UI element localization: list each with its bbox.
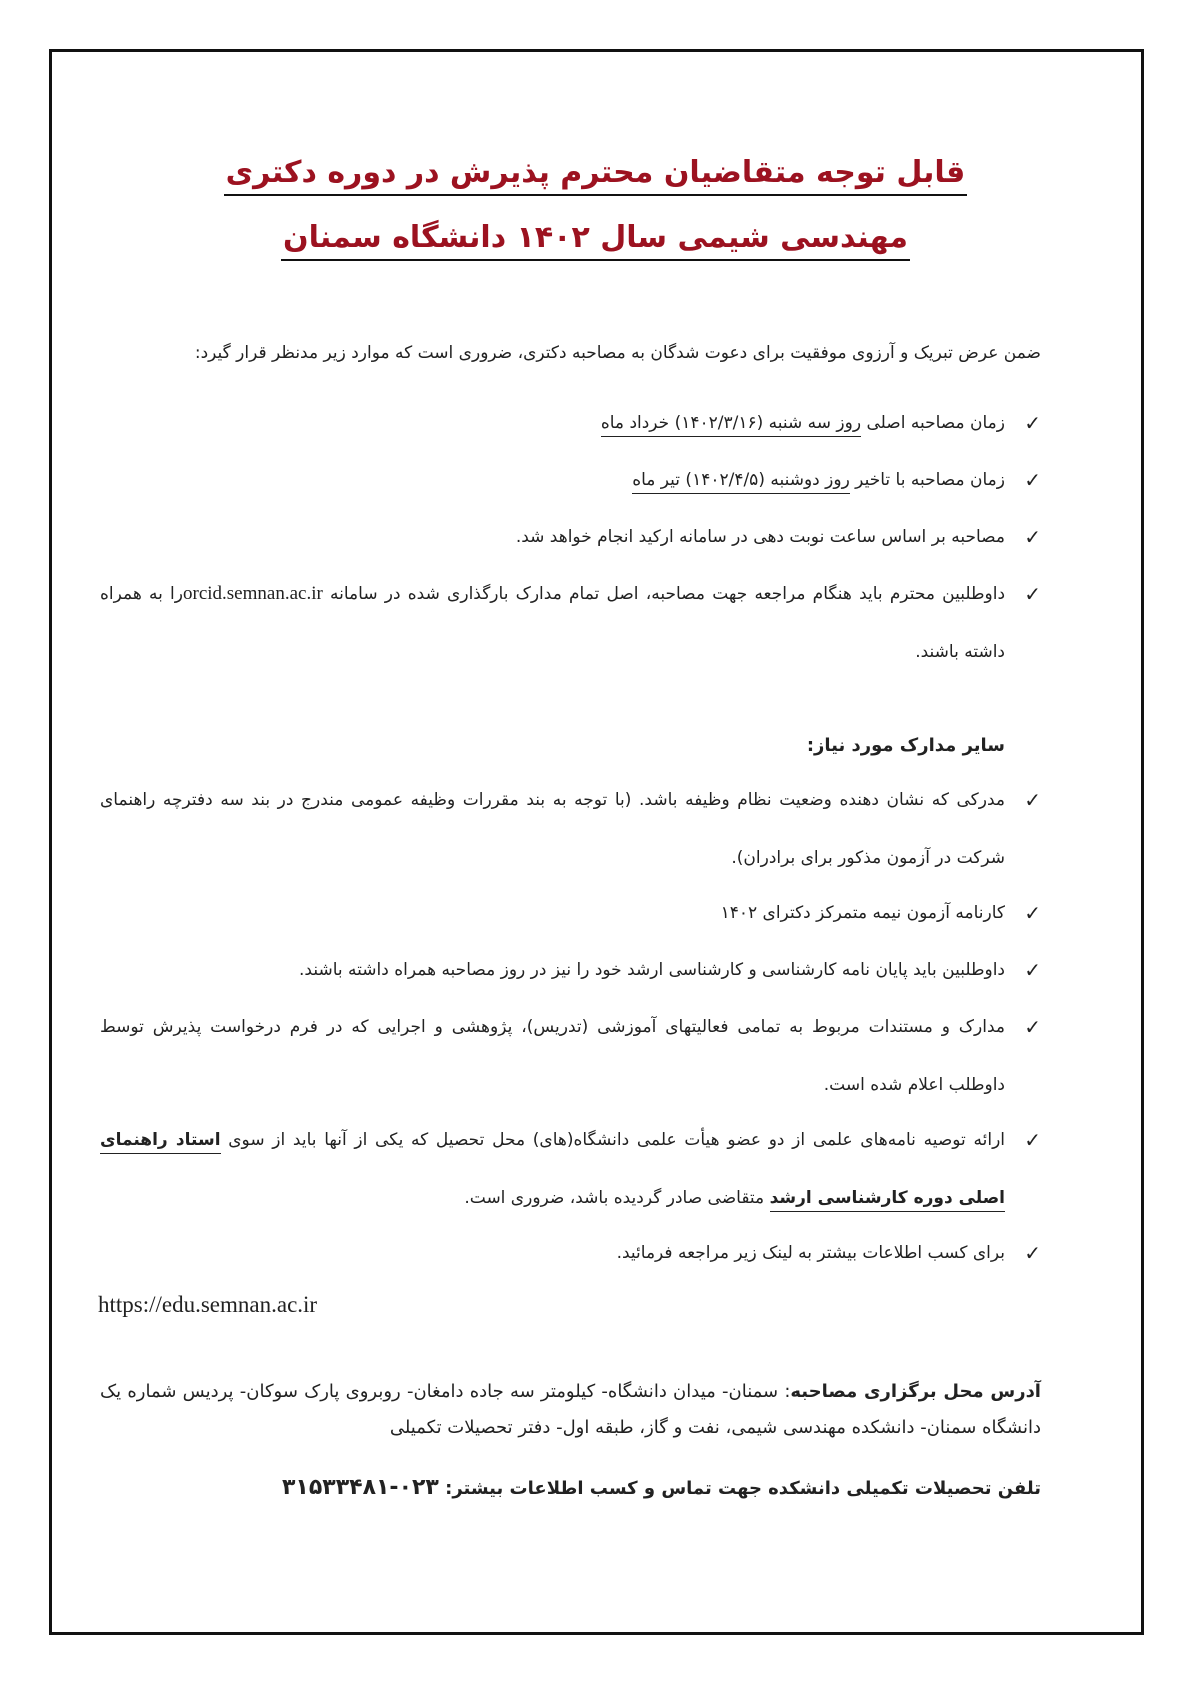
- list-item: ✓ کارنامه آزمون نیمه متمرکز دکترای ۱۴۰۲: [100, 884, 1041, 942]
- checkmark-icon: ✓: [1024, 411, 1041, 435]
- list-item: ✓ داوطلبین محترم باید هنگام مراجعه جهت مصاحبه، اصل تمام مدارک بارگذاری شده در سامانه orcid.semnan.ac.irرا به همراه داشته باشند.: [100, 565, 1041, 681]
- list-item: ✓ مصاحبه بر اساس ساعت نوبت دهی در سامانه ارکید انجام خواهد شد.: [100, 508, 1041, 566]
- list-item: ✓ ارائه توصیه نامه‌های علمی از دو عضو هیأت علمی دانشگاه(های) محل تحصیل که یکی از آنها باید از سوی استاد راهنمای اصلی دوره کارشناسی ارشد متقاضی صادر گردیده باشد، ضروری است.: [100, 1111, 1041, 1227]
- title-line-1: قابل توجه متقاضیان محترم پذیرش در دوره دکتری: [0, 155, 1191, 190]
- checkmark-icon: ✓: [1024, 958, 1041, 982]
- phone-line: [282, 1475, 1041, 1500]
- intro-paragraph: ضمن عرض تبریک و آرزوی موفقیت برای دعوت شدگان به مصاحبه دکتری، ضروری است که موارد زیر مدنظر قرار گیرد:: [194, 343, 1041, 363]
- info-url[interactable]: https://edu.semnan.ac.ir: [98, 1292, 318, 1317]
- checkmark-icon: ✓: [1024, 1015, 1041, 1039]
- list-item: ✓ مدارک و مستندات مربوط به تمامی فعالیتهای آموزشی (تدریس)، پژوهشی و اجرایی که در فرم درخواست پذیرش توسط داوطلب اعلام شده است.: [100, 998, 1041, 1114]
- phone-number: ۰۲۳-۳۱۵۳۳۴۸۱: [282, 1475, 439, 1500]
- other-docs-heading: سایر مدارک مورد نیاز:: [806, 735, 1005, 756]
- checkmark-icon: ✓: [1024, 901, 1041, 925]
- list-item: ✓ مدرکی که نشان دهنده وضعیت نظام وظیفه باشد. (با توجه به بند مقررات وظیفه عمومی مندرج در بند سه دفترچه راهنمای شرکت در آزمون مذکور برای برادران).: [100, 771, 1041, 887]
- checkmark-icon: ✓: [1024, 468, 1041, 492]
- checkmark-icon: ✓: [1024, 582, 1041, 606]
- phone-label: تلفن تحصیلات تکمیلی دانشکده جهت تماس و کسب اطلاعات بیشتر:: [438, 1478, 1041, 1499]
- checkmark-icon: ✓: [1024, 1241, 1041, 1265]
- checkmark-icon: ✓: [1024, 1128, 1041, 1152]
- address-paragraph: آدرس محل برگزاری مصاحبه: سمنان- میدان دانشگاه- کیلومتر سه جاده دامغان- روبروی پارک سوکان- پردیس شماره یک دانشگاه سمنان- دانشکده مهندسی شیمی، نفت و گاز، طبقه اول- دفتر تحصیلات تکمیلی: [100, 1381, 1041, 1438]
- title-line-2: مهندسی شیمی سال ۱۴۰۲ دانشگاه سمنان: [0, 220, 1191, 255]
- list-item: ✓ زمان مصاحبه با تاخیر روز دوشنبه (۱۴۰۲/۴/۵) تیر ماه: [100, 451, 1041, 509]
- list-item: ✓ زمان مصاحبه اصلی روز سه شنبه (۱۴۰۲/۳/۱۶) خرداد ماه: [100, 394, 1041, 452]
- list-item: ✓ داوطلبین باید پایان نامه کارشناسی و کارشناسی ارشد خود را نیز در روز مصاحبه همراه داشته باشند.: [100, 941, 1041, 999]
- orcid-link[interactable]: orcid.semnan.ac.ir: [183, 583, 323, 604]
- checkmark-icon: ✓: [1024, 788, 1041, 812]
- checkmark-icon: ✓: [1024, 525, 1041, 549]
- list-item: ✓ برای کسب اطلاعات بیشتر به لینک زیر مراجعه فرمائید.: [100, 1224, 1041, 1282]
- address-label: آدرس محل برگزاری مصاحبه: [790, 1381, 1041, 1402]
